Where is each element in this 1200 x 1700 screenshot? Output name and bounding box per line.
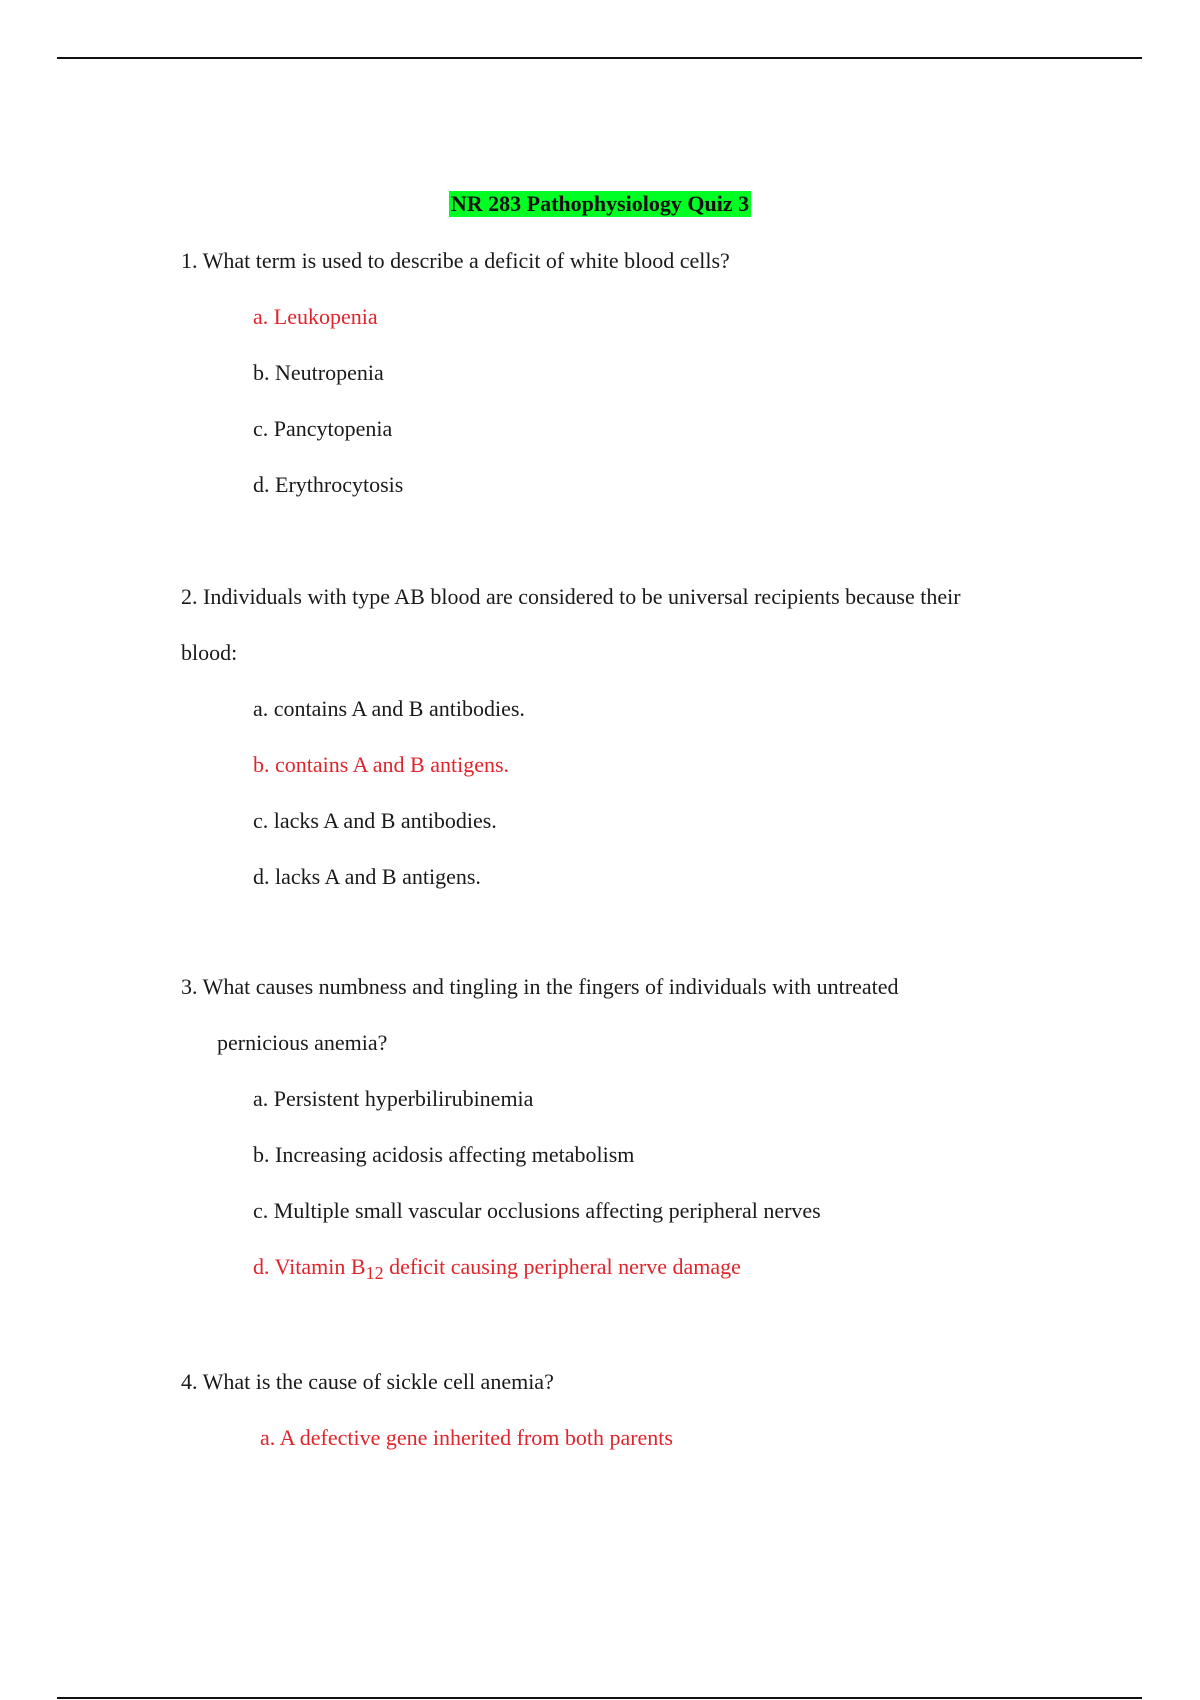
option-letter: d. [253, 1254, 270, 1279]
option-letter: a. [260, 1425, 276, 1450]
question-3-option-b [253, 1141, 634, 1169]
option-text: Increasing acidosis affecting metabolism [275, 1142, 635, 1167]
option-text: Neutropenia [275, 360, 384, 385]
question-3-option-d [253, 1253, 741, 1281]
document-title: NR 283 Pathophysiology Quiz 3 [450, 191, 750, 216]
question-text: Individuals with type AB blood are considered to be universal recipients because their [203, 584, 961, 609]
option-letter: a. [253, 304, 269, 329]
option-letter: b. [253, 752, 270, 777]
question-number: 3. [181, 974, 198, 999]
question-3-continuation: pernicious anemia? [217, 1030, 388, 1055]
question-3-option-c [253, 1197, 821, 1225]
question-1-option-a [253, 303, 378, 331]
option-letter: c. [253, 808, 269, 833]
question-text: What is the cause of sickle cell anemia? [202, 1369, 554, 1394]
page-bottom-rule [57, 1697, 1142, 1699]
question-2-option-b [253, 751, 509, 779]
option-text: lacks A and B antibodies. [273, 808, 497, 833]
option-letter: a. [253, 696, 269, 721]
option-letter: c. [253, 416, 269, 441]
question-1-option-d [253, 471, 403, 499]
question-1 [181, 247, 730, 275]
question-text: What term is used to describe a deficit of white blood cells? [202, 248, 730, 273]
option-text: A defective gene inherited from both parents [279, 1425, 673, 1450]
question-3 [181, 973, 899, 1001]
question-number: 2. [181, 584, 198, 609]
title-container [0, 191, 1200, 217]
option-letter: d. [253, 864, 270, 889]
option-text: contains A and B antigens. [275, 752, 510, 777]
option-text: Erythrocytosis [275, 472, 404, 497]
option-text: Pancytopenia [273, 416, 393, 441]
question-number: 1. [181, 248, 198, 273]
question-4-option-a [260, 1424, 673, 1452]
question-4 [181, 1368, 554, 1396]
option-letter: b. [253, 360, 270, 385]
option-letter: d. [253, 472, 270, 497]
option-letter: b. [253, 1142, 270, 1167]
question-2 [181, 583, 961, 611]
question-2-option-a [253, 695, 525, 723]
question-number: 4. [181, 1369, 198, 1394]
option-text: Leukopenia [273, 304, 378, 329]
question-2-continuation: blood: [181, 640, 238, 665]
question-text: What causes numbness and tingling in the fingers of individuals with untreated [202, 974, 899, 999]
question-1-option-c [253, 415, 392, 443]
option-letter: a. [253, 1086, 269, 1111]
option-text: lacks A and B antigens. [275, 864, 481, 889]
question-2-option-d [253, 863, 481, 891]
question-3-option-a [253, 1085, 533, 1113]
option-text: Persistent hyperbilirubinemia [273, 1086, 534, 1111]
option-letter: c. [253, 1198, 269, 1223]
option-text: contains A and B antibodies. [273, 696, 525, 721]
question-1-option-b [253, 359, 384, 387]
option-text-after: deficit causing peripheral nerve damage [383, 1254, 741, 1279]
option-text-before: Vitamin B [274, 1254, 366, 1279]
subscript-12: 12 [365, 1263, 384, 1283]
question-2-option-c [253, 807, 497, 835]
option-text: Multiple small vascular occlusions affecting peripheral nerves [273, 1198, 821, 1223]
